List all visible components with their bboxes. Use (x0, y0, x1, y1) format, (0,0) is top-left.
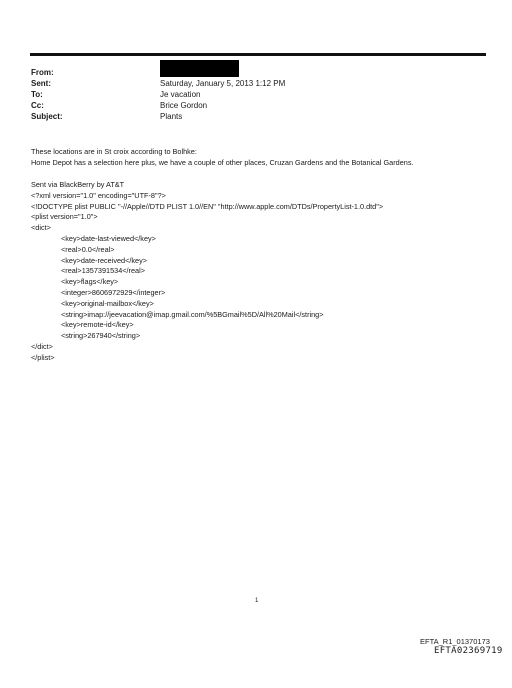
xml-dict-line: <key>date-last-viewed</key> (61, 233, 156, 243)
header-value: Plants (160, 112, 183, 121)
header-row-from (31, 67, 285, 78)
page-number: 1 (255, 598, 259, 604)
header-row-to (31, 89, 285, 100)
xml-dict-line: <key>remote-id</key> (61, 320, 134, 330)
header-label: Sent: (31, 79, 51, 88)
xml-dict-line: <key>flags</key> (61, 277, 119, 287)
xml-dict-line: <key>date-received</key> (61, 255, 147, 265)
header-row-subject (31, 111, 285, 122)
xml-line: <!DOCTYPE plist PUBLIC "-//Apple//DTD PLIST 1.0//EN" "http://www.apple.com/DTDs/PropertyList-1.0.dtd"> (31, 201, 384, 211)
header-label: To: (31, 90, 43, 99)
header-value: Brice Gordon (160, 101, 208, 110)
xml-line: <?xml version="1.0" encoding="UTF-8"?> (31, 190, 166, 200)
bates-stamp-secondary: EFTA02369719 (434, 646, 503, 656)
xml-line: </dict> (31, 341, 53, 351)
body-line: These locations are in St croix according to Bolhke: (31, 147, 197, 156)
xml-dict-line: <integer>8606972929</integer> (61, 287, 166, 297)
header-label: From: (31, 68, 54, 77)
email-body (31, 147, 414, 168)
header-label: Cc: (31, 101, 44, 110)
xml-dict-line: <real>1357391534</real> (61, 266, 145, 276)
xml-dict-line: <key>original-mailbox</key> (61, 298, 154, 308)
xml-block (31, 180, 383, 364)
xml-dict-line: <string>267940</string> (61, 331, 141, 341)
xml-dict-line: <string>imap://jeevacation@imap.gmail.com/%5BGmail%5D/All%20Mail</string> (61, 309, 324, 319)
header-label: Subject: (31, 112, 63, 121)
xml-line: <dict> (31, 223, 51, 233)
xml-line: <plist version="1.0"> (31, 212, 98, 222)
header-row-cc (31, 100, 285, 111)
header-rule (30, 53, 486, 56)
bates-stamp-primary: EFTA_R1_01370173 (420, 637, 490, 646)
email-header-block (31, 67, 285, 122)
xml-dict-line: <real>0.0</real> (61, 244, 115, 254)
signature-line: Sent via BlackBerry by AT&T (31, 180, 125, 189)
body-line: Home Depot has a selection here plus, we have a couple of other places, Cruzan Gardens and the Botanical Gardens. (31, 157, 414, 167)
header-value: Saturday, January 5, 2013 1:12 PM (160, 79, 286, 88)
header-row-sent (31, 78, 285, 89)
xml-line: </plist> (31, 352, 55, 362)
header-value: Je vacation (160, 90, 201, 99)
